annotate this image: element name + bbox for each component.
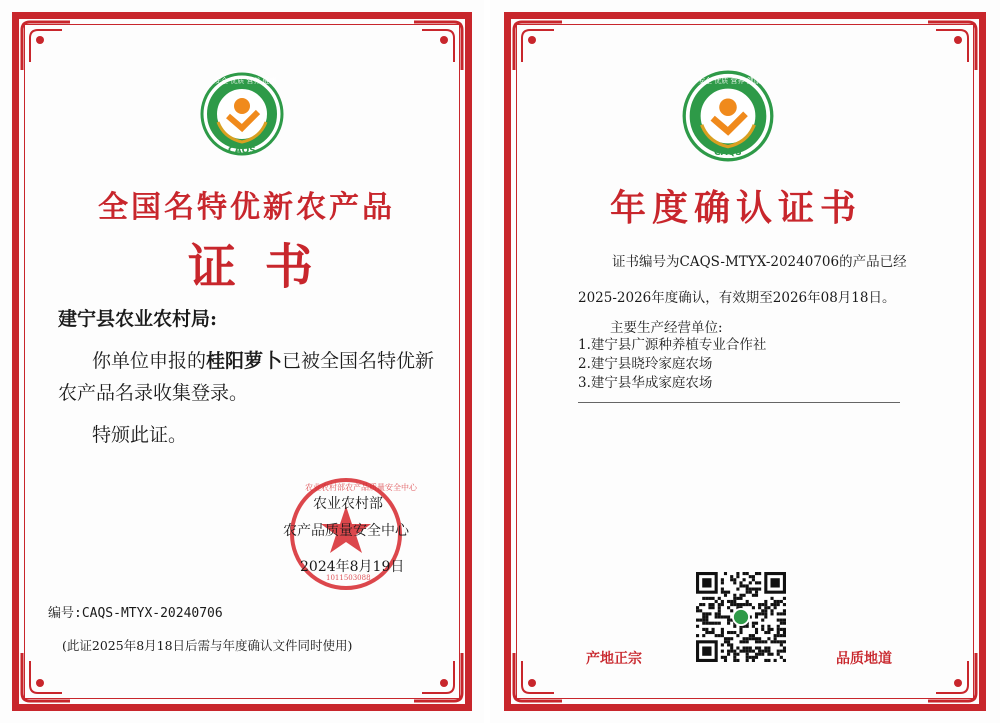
footer-left-slogan: 产地正宗 xyxy=(586,651,642,667)
product-name: 桂阳萝卜 xyxy=(206,350,283,372)
logo-abbreviation: CAQS xyxy=(228,146,256,156)
issuer-line-1: 农业农村部 xyxy=(313,496,383,512)
corner-ornament xyxy=(410,649,466,705)
seal-number: 1011503088 xyxy=(326,574,371,582)
logo-slogan: 安全 优质 营养 健康 xyxy=(698,77,761,85)
corner-ornament xyxy=(18,649,74,705)
corner-ornament xyxy=(924,649,980,705)
certificate-subtitle: 证 书 xyxy=(188,239,319,295)
confirm-line-2: 2025-2026年度确认，有效期至2026年08月18日。 xyxy=(578,290,896,306)
logo-abbreviation: CAQS xyxy=(714,148,742,158)
body-prefix: 你单位申报的 xyxy=(92,350,207,372)
corner-ornament xyxy=(510,18,566,74)
annual-confirmation-page xyxy=(490,0,1000,723)
qr-code[interactable] xyxy=(696,572,786,662)
annual-title: 年度确认证书 xyxy=(610,187,863,229)
body-line-1 xyxy=(92,346,434,373)
units-list xyxy=(578,336,766,393)
divider xyxy=(578,402,900,403)
footer-right-slogan: 品质地道 xyxy=(836,651,892,667)
issue-date: 2024年8月19日 xyxy=(300,559,405,575)
certificate-title: 全国名特优新农产品 xyxy=(98,190,395,225)
list-item: 2.建宁县晓玲家庭农场 xyxy=(578,356,713,372)
corner-ornament xyxy=(510,649,566,705)
list-item: 3.建宁县华成家庭农场 xyxy=(578,375,713,391)
corner-ornament xyxy=(18,18,74,74)
seal-text: 农业农村部农产品质量安全中心 xyxy=(305,483,417,492)
body-line-2: 农产品名录收集登录。 xyxy=(58,382,249,404)
corner-ornament xyxy=(410,18,466,74)
units-heading: 主要生产经营单位: xyxy=(610,320,723,336)
usage-note: (此证2025年8月18日后需与年度确认文件同时使用) xyxy=(62,638,353,653)
issuer-line-2: 农产品质量安全中心 xyxy=(283,523,409,539)
corner-ornament xyxy=(924,18,980,74)
recipient: 建宁县农业农村局: xyxy=(58,308,218,330)
list-item: 1.建宁县广源种养植专业合作社 xyxy=(578,337,767,353)
certificate-number: 编号:CAQS-MTYX-20240706 xyxy=(48,606,223,621)
closing-text: 特颁此证。 xyxy=(92,424,188,446)
certificate-page xyxy=(0,0,484,723)
body-suffix: 已被全国名特优新 xyxy=(282,350,435,372)
confirm-line-1: 证书编号为CAQS-MTYX-20240706的产品已经 xyxy=(612,254,907,270)
logo-slogan: 安全 优质 营养 健康 xyxy=(214,77,277,85)
